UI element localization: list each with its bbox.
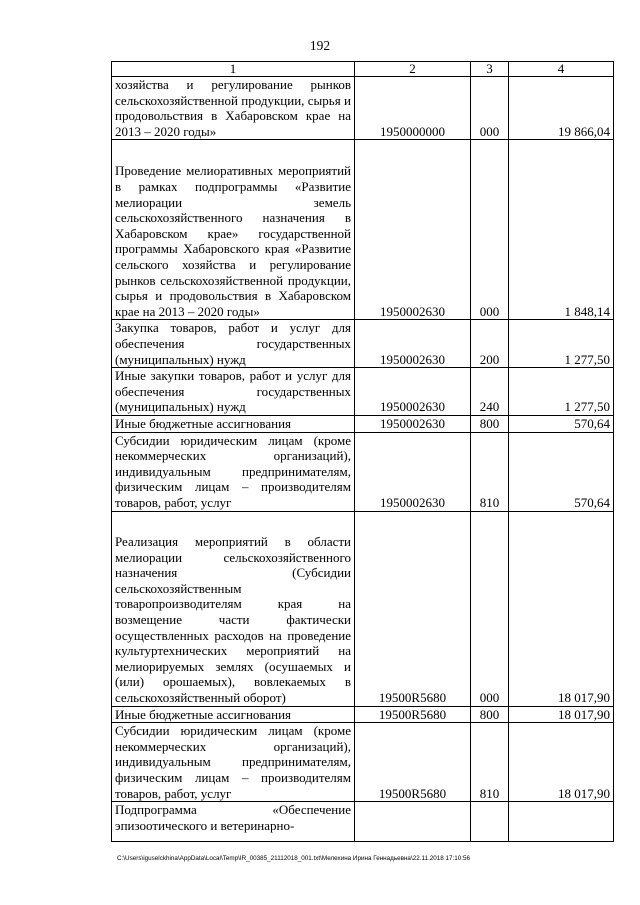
table-row	[112, 415, 614, 432]
row-name-cell: Реализация мероприятий в области мелиорации сельскохозяйственного назначения (Субсидии сельскохозяйственным товаропроизводителям края на возмещение части фактически осуществленных расходов на проведение культуртехнических мероприятий на мелиорируемых землях (осушаемых и (или) орошаемых), вовлекаемых в сельскохозяйственный оборот)	[112, 511, 355, 706]
column-header-1: 1	[112, 62, 355, 77]
row-amount-cell: 1 277,50	[509, 368, 614, 416]
table-row	[112, 368, 614, 416]
row-type-cell: 810	[471, 723, 509, 802]
row-amount-cell: 19 866,04	[509, 77, 614, 140]
table-header-row	[112, 62, 614, 77]
budget-table	[111, 61, 614, 842]
row-amount-cell: 18 017,90	[509, 511, 614, 706]
row-type-cell: 240	[471, 368, 509, 416]
row-name-cell: Субсидии юридическим лицам (кроме некоммерческих организаций), индивидуальным предпринимателям, физическим лицам – производителям товаров, работ, услуг	[112, 432, 355, 511]
row-name-cell: Закупка товаров, работ и услуг для обеспечения государственных (муниципальных) нужд	[112, 320, 355, 368]
row-amount-cell: 18 017,90	[509, 706, 614, 723]
row-code-cell: 1950000000	[355, 77, 471, 140]
row-name-cell: Иные закупки товаров, работ и услуг для обеспечения государственных (муниципальных) нужд	[112, 368, 355, 416]
row-code-cell: 1950002630	[355, 140, 471, 320]
row-amount-cell: 18 017,90	[509, 723, 614, 802]
row-type-cell	[471, 802, 509, 842]
row-type-cell: 000	[471, 511, 509, 706]
row-code-cell	[355, 802, 471, 842]
row-amount-cell: 1 277,50	[509, 320, 614, 368]
row-code-cell: 19500R5680	[355, 723, 471, 802]
table-row	[112, 511, 614, 706]
row-type-cell: 800	[471, 706, 509, 723]
table-row	[112, 706, 614, 723]
row-amount-cell: 570,64	[509, 415, 614, 432]
table-row	[112, 432, 614, 511]
row-type-cell: 200	[471, 320, 509, 368]
page-number: 192	[309, 38, 331, 53]
row-name-cell: Иные бюджетные ассигнования	[112, 706, 355, 723]
row-name-cell: хозяйства и регулирование рынков сельскохозяйственной продукции, сырья и продовольствия в Хабаровском крае на 2013 – 2020 годы»	[112, 77, 355, 140]
column-header-2: 2	[355, 62, 471, 77]
table-row	[112, 77, 614, 140]
row-code-cell: 1950002630	[355, 432, 471, 511]
row-name-cell: Субсидии юридическим лицам (кроме некоммерческих организаций), индивидуальным предпринимателям, физическим лицам – производителям товаров, работ, услуг	[112, 723, 355, 802]
row-amount-cell: 1 848,14	[509, 140, 614, 320]
row-name-cell: Подпрограмма «Обеспечение эпизоотического и ветеринарно-	[112, 802, 355, 842]
row-code-cell: 1950002630	[355, 415, 471, 432]
row-type-cell: 000	[471, 140, 509, 320]
row-code-cell: 19500R5680	[355, 511, 471, 706]
row-amount-cell: 570,64	[509, 432, 614, 511]
row-code-cell: 1950002630	[355, 368, 471, 416]
footer-file-path: C:\Users\iguselckhina\AppData\Local\Temp\IR_00385_21112018_001.txt\Мелехина Ирина Геннадьевна\22.11.2018 17:10:56	[117, 855, 470, 862]
column-header-4: 4	[509, 62, 614, 77]
column-header-3: 3	[471, 62, 509, 77]
table-row	[112, 723, 614, 802]
row-name-cell: Иные бюджетные ассигнования	[112, 415, 355, 432]
row-code-cell: 19500R5680	[355, 706, 471, 723]
table-row	[112, 320, 614, 368]
row-type-cell: 800	[471, 415, 509, 432]
table-row	[112, 802, 614, 842]
row-code-cell: 1950002630	[355, 320, 471, 368]
row-type-cell: 810	[471, 432, 509, 511]
row-amount-cell	[509, 802, 614, 842]
budget-table-body	[112, 62, 614, 842]
row-name-cell: Проведение мелиоративных мероприятий в рамках подпрограммы «Развитие мелиорации земель сельскохозяйственного назначения в Хабаровском крае» государственной программы Хабаровского края «Развитие сельского хозяйства и регулирование рынков сельскохозяйственной продукции, сырья и продовольствия в Хабаровском крае на 2013 – 2020 годы»	[112, 140, 355, 320]
table-row	[112, 140, 614, 320]
row-type-cell: 000	[471, 77, 509, 140]
